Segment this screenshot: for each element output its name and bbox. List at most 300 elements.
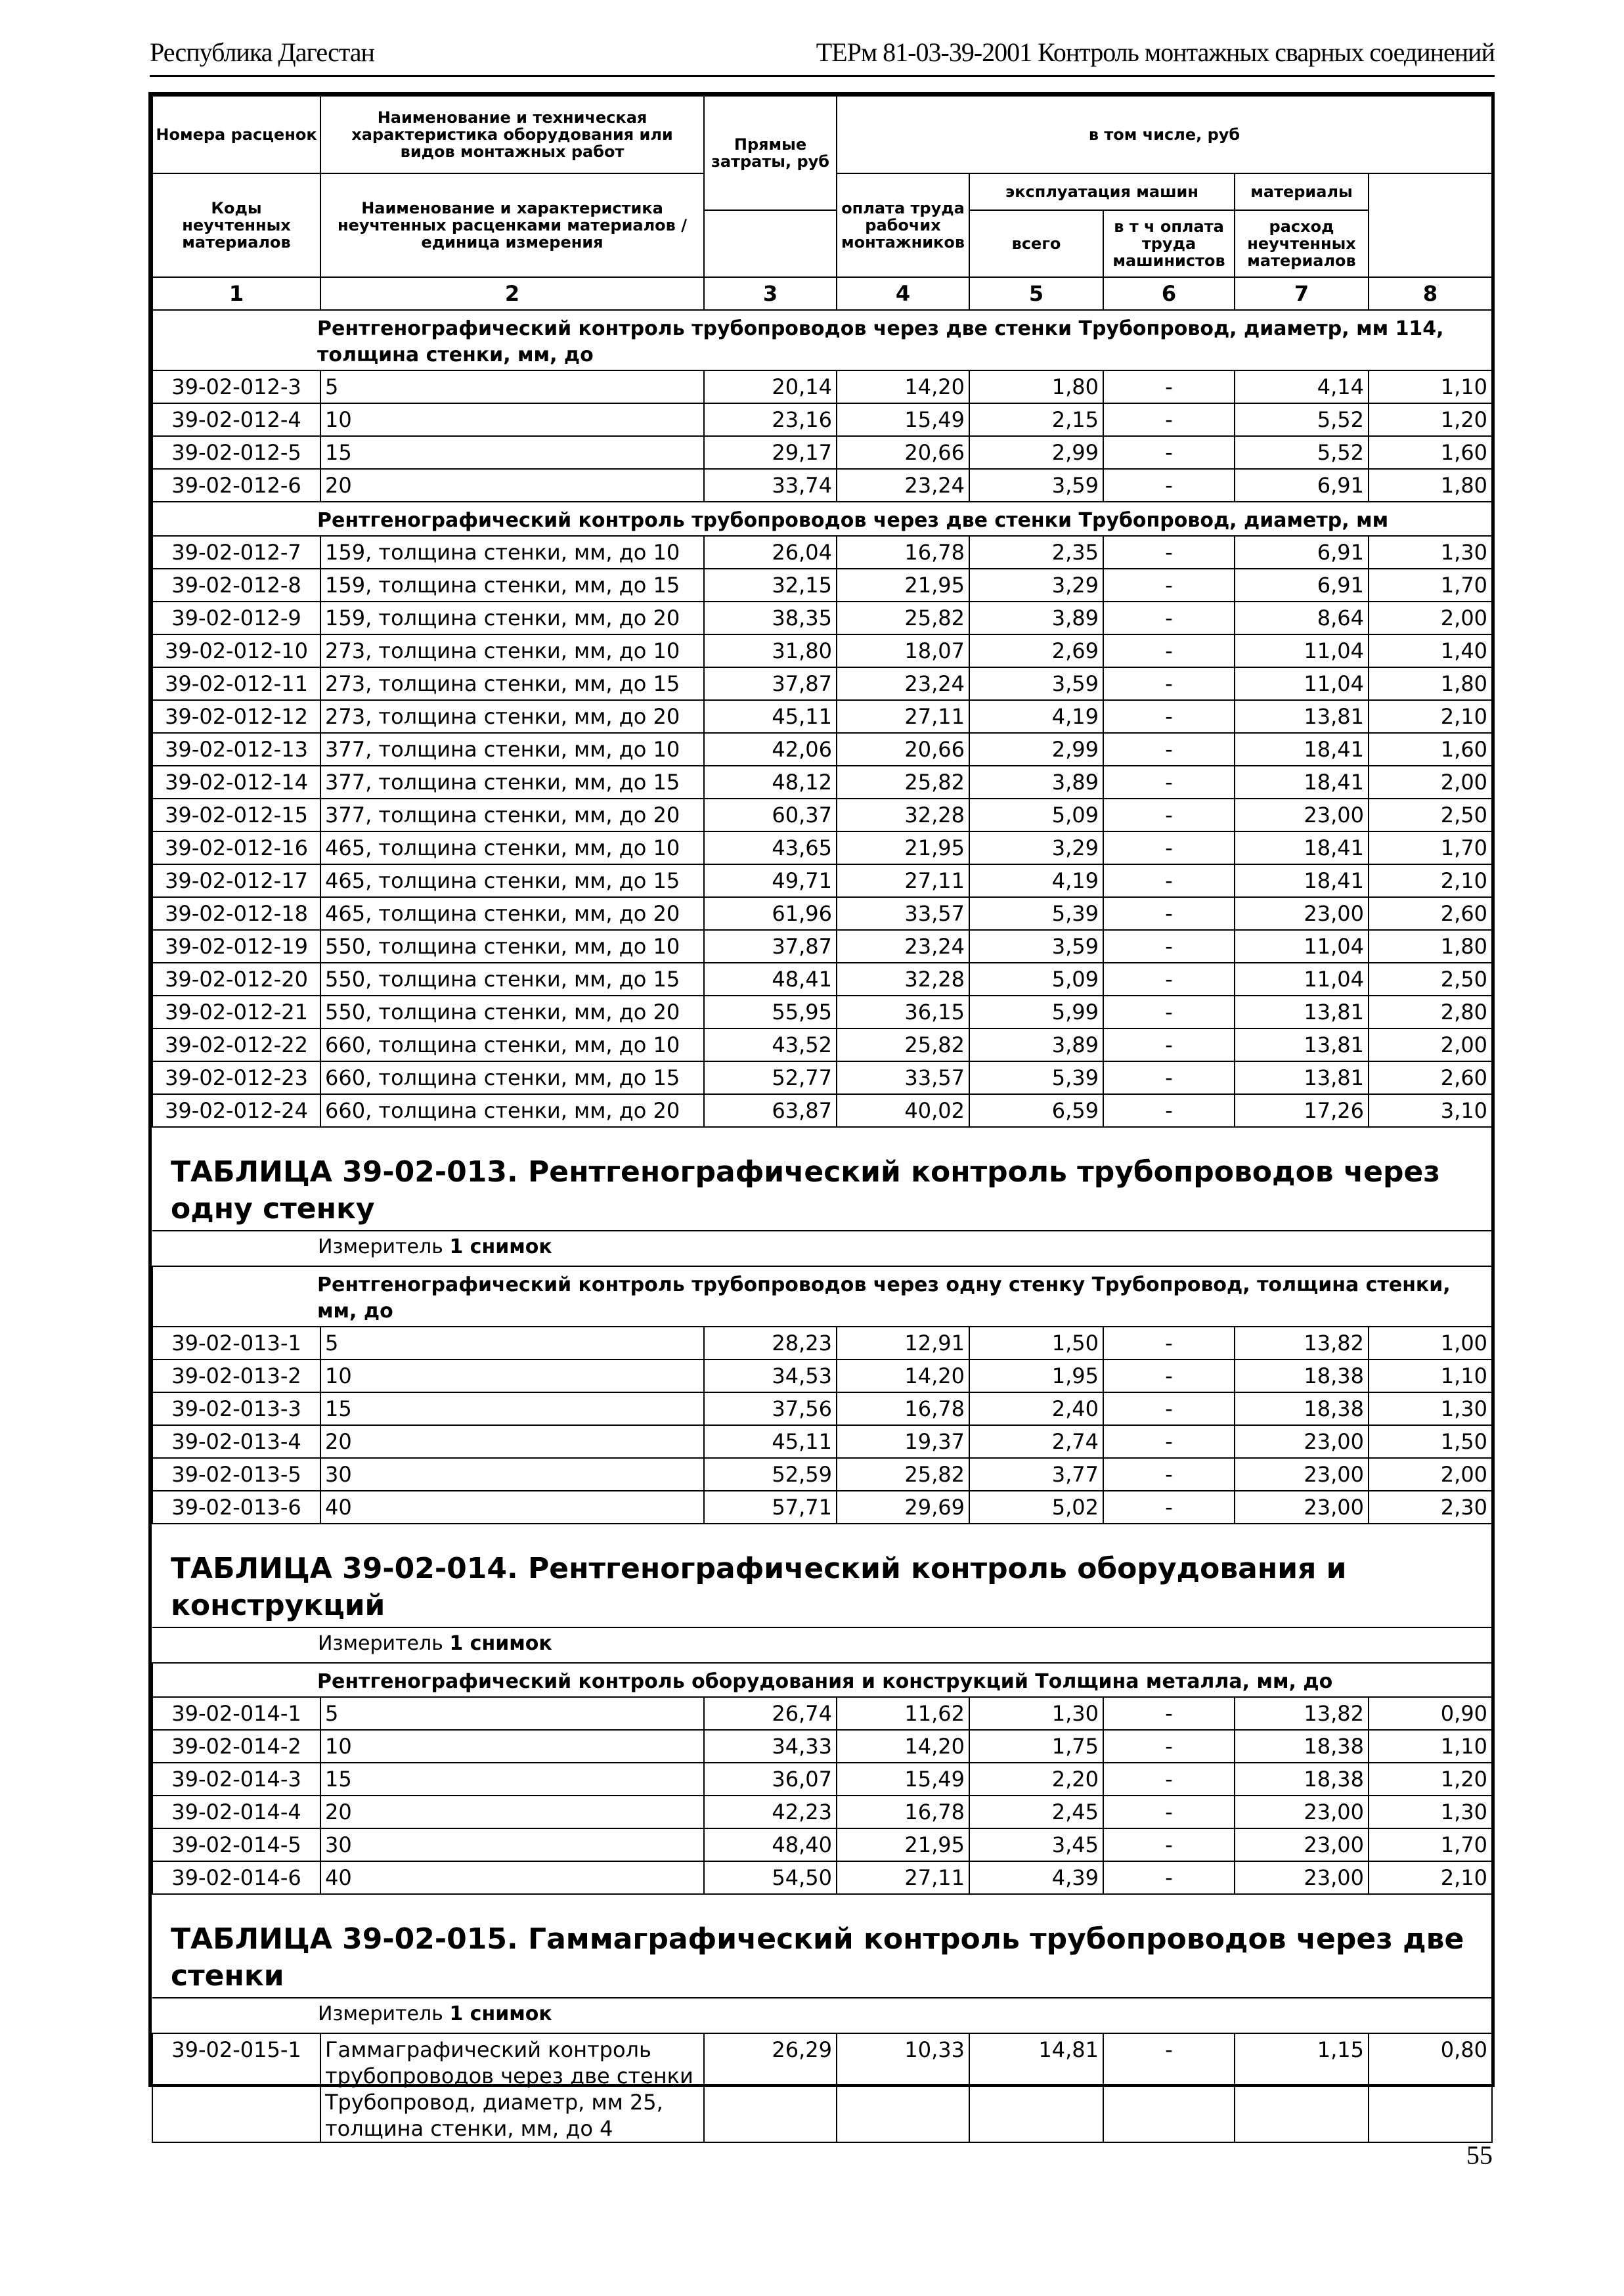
labor-hours: 1,10 bbox=[1369, 370, 1492, 403]
work-description: 15 bbox=[320, 436, 704, 469]
machinist-pay: - bbox=[1103, 1028, 1235, 1061]
material-usage: 18,41 bbox=[1235, 831, 1369, 864]
unit-cell bbox=[152, 1231, 1492, 1266]
machines-total: 2,20 bbox=[969, 1763, 1103, 1796]
header-region: Республика Дагестан bbox=[150, 37, 374, 67]
header-rule bbox=[150, 75, 1495, 77]
rate-code: 39-02-012-23 bbox=[152, 1061, 320, 1094]
direct-costs: 63,87 bbox=[704, 1094, 837, 1127]
machinist-pay: - bbox=[1103, 1458, 1235, 1491]
unit-row bbox=[152, 1998, 1492, 2033]
labor-hours: 3,10 bbox=[1369, 1094, 1492, 1127]
table-row bbox=[152, 766, 1492, 799]
direct-costs: 43,65 bbox=[704, 831, 837, 864]
material-usage: 11,04 bbox=[1235, 634, 1369, 667]
section-subtitle-row bbox=[152, 502, 1492, 536]
machines-total: 2,35 bbox=[969, 536, 1103, 569]
rate-code: 39-02-012-21 bbox=[152, 996, 320, 1028]
material-usage: 23,00 bbox=[1235, 897, 1369, 930]
direct-costs: 52,77 bbox=[704, 1061, 837, 1094]
rates-table-body bbox=[152, 277, 1492, 2142]
table-title: ТАБЛИЦА 39-02-015. Гаммаграфический контроль трубопроводов через две стенки bbox=[152, 1894, 1492, 1998]
column-number-row bbox=[152, 277, 1492, 310]
direct-costs: 60,37 bbox=[704, 799, 837, 831]
machinist-pay: - bbox=[1103, 1425, 1235, 1458]
rates-table-frame bbox=[148, 92, 1495, 2141]
col-header-material-usage: расход неучтенных материалов bbox=[1235, 210, 1369, 277]
labor-hours: 2,10 bbox=[1369, 700, 1492, 733]
direct-costs: 48,12 bbox=[704, 766, 837, 799]
labor-hours: 2,60 bbox=[1369, 897, 1492, 930]
machinist-pay: - bbox=[1103, 897, 1235, 930]
col-header-blank bbox=[704, 210, 837, 277]
rate-code: 39-02-012-13 bbox=[152, 733, 320, 766]
rate-code: 39-02-012-10 bbox=[152, 634, 320, 667]
col-header-rate-number: Номера расценок bbox=[152, 96, 320, 173]
section-subtitle-row bbox=[152, 1663, 1492, 1697]
worker-pay: 15,49 bbox=[837, 1763, 969, 1796]
worker-pay: 14,20 bbox=[837, 1730, 969, 1763]
machines-total: 6,59 bbox=[969, 1094, 1103, 1127]
work-description: 30 bbox=[320, 1458, 704, 1491]
material-usage: 18,41 bbox=[1235, 766, 1369, 799]
material-usage: 18,38 bbox=[1235, 1359, 1369, 1392]
machinist-pay: - bbox=[1103, 864, 1235, 897]
table-row bbox=[152, 1061, 1492, 1094]
machines-total: 5,09 bbox=[969, 799, 1103, 831]
machinist-pay: - bbox=[1103, 1491, 1235, 1524]
page-number: 55 bbox=[1466, 2140, 1493, 2170]
labor-hours: 1,70 bbox=[1369, 831, 1492, 864]
machinist-pay: - bbox=[1103, 1327, 1235, 1359]
machinist-pay: - bbox=[1103, 569, 1235, 602]
direct-costs: 38,35 bbox=[704, 602, 837, 634]
machines-total: 4,19 bbox=[969, 864, 1103, 897]
worker-pay: 36,15 bbox=[837, 996, 969, 1028]
material-usage: 18,38 bbox=[1235, 1763, 1369, 1796]
labor-hours: 1,80 bbox=[1369, 667, 1492, 700]
column-number: 5 bbox=[969, 277, 1103, 310]
table-row bbox=[152, 634, 1492, 667]
machines-total: 2,99 bbox=[969, 733, 1103, 766]
direct-costs: 48,40 bbox=[704, 1828, 837, 1861]
column-number: 3 bbox=[704, 277, 837, 310]
worker-pay: 16,78 bbox=[837, 536, 969, 569]
worker-pay: 25,82 bbox=[837, 1458, 969, 1491]
unit-row bbox=[152, 1627, 1492, 1663]
direct-costs: 20,14 bbox=[704, 370, 837, 403]
worker-pay: 27,11 bbox=[837, 864, 969, 897]
machinist-pay: - bbox=[1103, 370, 1235, 403]
work-description: 40 bbox=[320, 1861, 704, 1894]
worker-pay: 25,82 bbox=[837, 1028, 969, 1061]
table-row bbox=[152, 799, 1492, 831]
col-header-blank bbox=[1369, 210, 1492, 277]
material-usage: 13,81 bbox=[1235, 996, 1369, 1028]
col-header-including: в том числе, руб bbox=[837, 96, 1492, 173]
machines-total: 2,99 bbox=[969, 436, 1103, 469]
labor-hours: 1,30 bbox=[1369, 536, 1492, 569]
machines-total: 3,89 bbox=[969, 602, 1103, 634]
machinist-pay: - bbox=[1103, 766, 1235, 799]
col-header-materials: материалы bbox=[1235, 173, 1369, 210]
labor-hours: 1,60 bbox=[1369, 733, 1492, 766]
direct-costs: 23,16 bbox=[704, 403, 837, 436]
machines-total: 5,39 bbox=[969, 1061, 1103, 1094]
table-row bbox=[152, 700, 1492, 733]
machinist-pay: - bbox=[1103, 1094, 1235, 1127]
worker-pay: 19,37 bbox=[837, 1425, 969, 1458]
table-row bbox=[152, 930, 1492, 963]
labor-hours: 1,10 bbox=[1369, 1730, 1492, 1763]
work-description: 10 bbox=[320, 1359, 704, 1392]
work-description: 5 bbox=[320, 1697, 704, 1730]
worker-pay: 11,62 bbox=[837, 1697, 969, 1730]
labor-hours: 2,00 bbox=[1369, 1028, 1492, 1061]
rate-code: 39-02-012-18 bbox=[152, 897, 320, 930]
rate-code: 39-02-012-20 bbox=[152, 963, 320, 996]
work-description: 20 bbox=[320, 469, 704, 502]
unit-label: Измеритель bbox=[318, 1235, 443, 1258]
work-description: 550, толщина стенки, мм, до 10 bbox=[320, 930, 704, 963]
machinist-pay: - bbox=[1103, 1730, 1235, 1763]
rate-code: 39-02-012-24 bbox=[152, 1094, 320, 1127]
table-row bbox=[152, 1359, 1492, 1392]
column-number: 2 bbox=[320, 277, 704, 310]
direct-costs: 42,23 bbox=[704, 1796, 837, 1828]
rate-code: 39-02-013-2 bbox=[152, 1359, 320, 1392]
work-description: 660, толщина стенки, мм, до 10 bbox=[320, 1028, 704, 1061]
direct-costs: 48,41 bbox=[704, 963, 837, 996]
rate-code: 39-02-014-2 bbox=[152, 1730, 320, 1763]
machines-total: 3,59 bbox=[969, 930, 1103, 963]
direct-costs: 57,71 bbox=[704, 1491, 837, 1524]
material-usage: 18,38 bbox=[1235, 1392, 1369, 1425]
direct-costs: 54,50 bbox=[704, 1861, 837, 1894]
machinist-pay: - bbox=[1103, 634, 1235, 667]
rate-code: 39-02-012-14 bbox=[152, 766, 320, 799]
material-usage: 11,04 bbox=[1235, 963, 1369, 996]
labor-hours: 2,00 bbox=[1369, 1458, 1492, 1491]
material-usage: 18,38 bbox=[1235, 1730, 1369, 1763]
section-subtitle-row bbox=[152, 1266, 1492, 1327]
material-usage: 23,00 bbox=[1235, 1425, 1369, 1458]
table-title: ТАБЛИЦА 39-02-014. Рентгенографический контроль оборудования и конструкций bbox=[152, 1524, 1492, 1627]
work-description: 20 bbox=[320, 1425, 704, 1458]
material-usage: 23,00 bbox=[1235, 1828, 1369, 1861]
table-title: ТАБЛИЦА 39-02-013. Рентгенографический контроль трубопроводов через одну стенку bbox=[152, 1127, 1492, 1231]
direct-costs: 26,04 bbox=[704, 536, 837, 569]
machines-total: 2,15 bbox=[969, 403, 1103, 436]
labor-hours: 2,50 bbox=[1369, 799, 1492, 831]
unit-value: 1 снимок bbox=[449, 1632, 552, 1655]
worker-pay: 23,24 bbox=[837, 930, 969, 963]
work-description: 273, толщина стенки, мм, до 10 bbox=[320, 634, 704, 667]
labor-hours: 1,10 bbox=[1369, 1359, 1492, 1392]
material-usage: 23,00 bbox=[1235, 1458, 1369, 1491]
work-description: 377, толщина стенки, мм, до 10 bbox=[320, 733, 704, 766]
machinist-pay: - bbox=[1103, 403, 1235, 436]
col-header-machines: эксплуатация машин bbox=[969, 173, 1235, 210]
rate-code: 39-02-014-1 bbox=[152, 1697, 320, 1730]
machines-total: 2,69 bbox=[969, 634, 1103, 667]
rate-code: 39-02-014-6 bbox=[152, 1861, 320, 1894]
direct-costs: 36,07 bbox=[704, 1763, 837, 1796]
machinist-pay: - bbox=[1103, 667, 1235, 700]
rate-code: 39-02-014-5 bbox=[152, 1828, 320, 1861]
header-document-title: ТЕРм 81-03-39-2001 Контроль монтажных сварных соединений bbox=[816, 37, 1495, 67]
machines-total: 5,99 bbox=[969, 996, 1103, 1028]
rate-code: 39-02-012-22 bbox=[152, 1028, 320, 1061]
section-subtitle: Рентгенографический контроль трубопроводов через одну стенку Трубопровод, толщина стенки, мм, до bbox=[152, 1266, 1492, 1327]
direct-costs: 29,17 bbox=[704, 436, 837, 469]
work-description: 465, толщина стенки, мм, до 10 bbox=[320, 831, 704, 864]
table-row bbox=[152, 1028, 1492, 1061]
material-usage: 23,00 bbox=[1235, 1861, 1369, 1894]
work-description: 159, толщина стенки, мм, до 15 bbox=[320, 569, 704, 602]
material-usage: 4,14 bbox=[1235, 370, 1369, 403]
labor-hours: 2,60 bbox=[1369, 1061, 1492, 1094]
labor-hours: 1,20 bbox=[1369, 1763, 1492, 1796]
direct-costs: 37,87 bbox=[704, 667, 837, 700]
labor-hours: 2,80 bbox=[1369, 996, 1492, 1028]
direct-costs: 32,15 bbox=[704, 569, 837, 602]
rate-code: 39-02-012-16 bbox=[152, 831, 320, 864]
unit-label: Измеритель bbox=[318, 2002, 443, 2025]
col-header-work-name: Наименование и техническая характеристика оборудования или видов монтажных работ bbox=[320, 96, 704, 173]
labor-hours: 1,00 bbox=[1369, 1327, 1492, 1359]
worker-pay: 14,20 bbox=[837, 1359, 969, 1392]
machines-total: 1,95 bbox=[969, 1359, 1103, 1392]
unit-row bbox=[152, 1231, 1492, 1266]
material-usage: 23,00 bbox=[1235, 799, 1369, 831]
table-row bbox=[152, 2033, 1492, 2142]
machinist-pay: - bbox=[1103, 733, 1235, 766]
table-row bbox=[152, 602, 1492, 634]
labor-hours: 1,40 bbox=[1369, 634, 1492, 667]
direct-costs: 49,71 bbox=[704, 864, 837, 897]
rate-code: 39-02-013-4 bbox=[152, 1425, 320, 1458]
machines-total: 5,39 bbox=[969, 897, 1103, 930]
machinist-pay: - bbox=[1103, 831, 1235, 864]
rate-code: 39-02-012-4 bbox=[152, 403, 320, 436]
material-usage: 6,91 bbox=[1235, 469, 1369, 502]
col-header-worker-pay: оплата труда рабочих монтажников bbox=[837, 173, 969, 277]
machines-total: 2,45 bbox=[969, 1796, 1103, 1828]
worker-pay: 33,57 bbox=[837, 897, 969, 930]
direct-costs: 34,33 bbox=[704, 1730, 837, 1763]
labor-hours: 2,00 bbox=[1369, 766, 1492, 799]
table-row bbox=[152, 569, 1492, 602]
table-row bbox=[152, 370, 1492, 403]
work-description: 159, толщина стенки, мм, до 10 bbox=[320, 536, 704, 569]
worker-pay: 20,66 bbox=[837, 436, 969, 469]
machinist-pay: - bbox=[1103, 1392, 1235, 1425]
labor-hours: 1,80 bbox=[1369, 930, 1492, 963]
column-number: 6 bbox=[1103, 277, 1235, 310]
work-description: 5 bbox=[320, 1327, 704, 1359]
machinist-pay: - bbox=[1103, 799, 1235, 831]
machines-total: 1,80 bbox=[969, 370, 1103, 403]
material-usage: 18,41 bbox=[1235, 733, 1369, 766]
machines-total: 1,50 bbox=[969, 1327, 1103, 1359]
labor-hours: 1,20 bbox=[1369, 403, 1492, 436]
direct-costs: 55,95 bbox=[704, 996, 837, 1028]
worker-pay: 20,66 bbox=[837, 733, 969, 766]
material-usage: 11,04 bbox=[1235, 930, 1369, 963]
col-header-material-codes: Коды неучтенных материалов bbox=[152, 173, 320, 277]
direct-costs: 31,80 bbox=[704, 634, 837, 667]
machines-total: 3,29 bbox=[969, 831, 1103, 864]
direct-costs: 43,52 bbox=[704, 1028, 837, 1061]
worker-pay: 23,24 bbox=[837, 469, 969, 502]
section-subtitle: Рентгенографический контроль трубопроводов через две стенки Трубопровод, диаметр, мм 114, толщина стенки, мм, до bbox=[152, 310, 1492, 370]
column-number: 1 bbox=[152, 277, 320, 310]
direct-costs: 61,96 bbox=[704, 897, 837, 930]
machines-total: 2,74 bbox=[969, 1425, 1103, 1458]
machinist-pay: - bbox=[1103, 469, 1235, 502]
rate-code: 39-02-012-6 bbox=[152, 469, 320, 502]
worker-pay: 33,57 bbox=[837, 1061, 969, 1094]
machines-total: 3,59 bbox=[969, 469, 1103, 502]
table-row bbox=[152, 733, 1492, 766]
unit-cell bbox=[152, 1998, 1492, 2033]
work-description: Гаммаграфический контроль трубопроводов через две стенки Трубопровод, диаметр, мм 25, толщина стенки, мм, до 4 bbox=[320, 2033, 704, 2142]
machinist-pay: - bbox=[1103, 1828, 1235, 1861]
worker-pay: 16,78 bbox=[837, 1392, 969, 1425]
work-description: 15 bbox=[320, 1392, 704, 1425]
machines-total: 3,29 bbox=[969, 569, 1103, 602]
rates-table bbox=[152, 95, 1493, 2143]
table-row bbox=[152, 963, 1492, 996]
material-usage: 17,26 bbox=[1235, 1094, 1369, 1127]
machinist-pay: - bbox=[1103, 700, 1235, 733]
labor-hours: 1,50 bbox=[1369, 1425, 1492, 1458]
unit-cell bbox=[152, 1627, 1492, 1663]
work-description: 660, толщина стенки, мм, до 15 bbox=[320, 1061, 704, 1094]
table-row bbox=[152, 469, 1492, 502]
direct-costs: 37,87 bbox=[704, 930, 837, 963]
section-subtitle: Рентгенографический контроль оборудования и конструкций Толщина металла, мм, до bbox=[152, 1663, 1492, 1697]
work-description: 15 bbox=[320, 1763, 704, 1796]
rate-code: 39-02-015-1 bbox=[152, 2033, 320, 2142]
unit-value: 1 снимок bbox=[449, 2002, 552, 2025]
direct-costs: 34,53 bbox=[704, 1359, 837, 1392]
section-subtitle: Рентгенографический контроль трубопроводов через две стенки Трубопровод, диаметр, мм bbox=[152, 502, 1492, 536]
work-description: 10 bbox=[320, 1730, 704, 1763]
material-usage: 13,81 bbox=[1235, 700, 1369, 733]
material-usage: 5,52 bbox=[1235, 403, 1369, 436]
worker-pay: 23,24 bbox=[837, 667, 969, 700]
worker-pay: 12,91 bbox=[837, 1327, 969, 1359]
table-title-row bbox=[152, 1894, 1492, 1998]
direct-costs: 42,06 bbox=[704, 733, 837, 766]
machinist-pay: - bbox=[1103, 930, 1235, 963]
rate-code: 39-02-013-1 bbox=[152, 1327, 320, 1359]
table-row bbox=[152, 1697, 1492, 1730]
labor-hours: 1,30 bbox=[1369, 1392, 1492, 1425]
rate-code: 39-02-013-6 bbox=[152, 1491, 320, 1524]
work-description: 30 bbox=[320, 1828, 704, 1861]
unit-value: 1 снимок bbox=[449, 1235, 552, 1258]
machines-total: 4,19 bbox=[969, 700, 1103, 733]
labor-hours: 1,70 bbox=[1369, 569, 1492, 602]
table-row bbox=[152, 1094, 1492, 1127]
material-usage: 6,91 bbox=[1235, 536, 1369, 569]
worker-pay: 29,69 bbox=[837, 1491, 969, 1524]
work-description: 377, толщина стенки, мм, до 15 bbox=[320, 766, 704, 799]
table-row bbox=[152, 1491, 1492, 1524]
material-usage: 6,91 bbox=[1235, 569, 1369, 602]
rate-code: 39-02-012-19 bbox=[152, 930, 320, 963]
col-header-machines-total: всего bbox=[969, 210, 1103, 277]
material-usage: 18,41 bbox=[1235, 864, 1369, 897]
work-description: 273, толщина стенки, мм, до 20 bbox=[320, 700, 704, 733]
worker-pay: 14,20 bbox=[837, 370, 969, 403]
worker-pay: 21,95 bbox=[837, 831, 969, 864]
direct-costs: 26,74 bbox=[704, 1697, 837, 1730]
work-description: 40 bbox=[320, 1491, 704, 1524]
table-row bbox=[152, 536, 1492, 569]
column-number: 8 bbox=[1369, 277, 1492, 310]
labor-hours: 2,10 bbox=[1369, 1861, 1492, 1894]
table-row bbox=[152, 1828, 1492, 1861]
material-usage: 23,00 bbox=[1235, 1491, 1369, 1524]
machines-total: 3,59 bbox=[969, 667, 1103, 700]
worker-pay: 18,07 bbox=[837, 634, 969, 667]
material-usage: 13,82 bbox=[1235, 1697, 1369, 1730]
work-description: 550, толщина стенки, мм, до 15 bbox=[320, 963, 704, 996]
machines-total: 3,89 bbox=[969, 766, 1103, 799]
machines-total: 5,02 bbox=[969, 1491, 1103, 1524]
direct-costs: 45,11 bbox=[704, 1425, 837, 1458]
machinist-pay: - bbox=[1103, 1796, 1235, 1828]
table-row bbox=[152, 1392, 1492, 1425]
table-row bbox=[152, 1730, 1492, 1763]
machinist-pay: - bbox=[1103, 1861, 1235, 1894]
worker-pay: 25,82 bbox=[837, 602, 969, 634]
labor-hours: 1,70 bbox=[1369, 1828, 1492, 1861]
rate-code: 39-02-014-4 bbox=[152, 1796, 320, 1828]
table-row bbox=[152, 996, 1492, 1028]
worker-pay: 16,78 bbox=[837, 1796, 969, 1828]
table-row bbox=[152, 897, 1492, 930]
col-header-machinist-pay: в т ч оплата труда машинистов bbox=[1103, 210, 1235, 277]
machines-total: 3,77 bbox=[969, 1458, 1103, 1491]
table-row bbox=[152, 1327, 1492, 1359]
rate-code: 39-02-012-9 bbox=[152, 602, 320, 634]
machines-total: 4,39 bbox=[969, 1861, 1103, 1894]
table-title-row bbox=[152, 1127, 1492, 1231]
work-description: 10 bbox=[320, 403, 704, 436]
labor-hours: 0,80 bbox=[1369, 2033, 1492, 2142]
work-description: 273, толщина стенки, мм, до 15 bbox=[320, 667, 704, 700]
worker-pay: 21,95 bbox=[837, 569, 969, 602]
direct-costs: 26,29 bbox=[704, 2033, 837, 2142]
machinist-pay: - bbox=[1103, 963, 1235, 996]
machinist-pay: - bbox=[1103, 1697, 1235, 1730]
worker-pay: 27,11 bbox=[837, 1861, 969, 1894]
worker-pay: 32,28 bbox=[837, 963, 969, 996]
direct-costs: 28,23 bbox=[704, 1327, 837, 1359]
rate-code: 39-02-013-5 bbox=[152, 1458, 320, 1491]
machinist-pay: - bbox=[1103, 1359, 1235, 1392]
machines-total: 1,75 bbox=[969, 1730, 1103, 1763]
machines-total: 5,09 bbox=[969, 963, 1103, 996]
section-subtitle-row bbox=[152, 310, 1492, 370]
work-description: 550, толщина стенки, мм, до 20 bbox=[320, 996, 704, 1028]
work-description: 660, толщина стенки, мм, до 20 bbox=[320, 1094, 704, 1127]
